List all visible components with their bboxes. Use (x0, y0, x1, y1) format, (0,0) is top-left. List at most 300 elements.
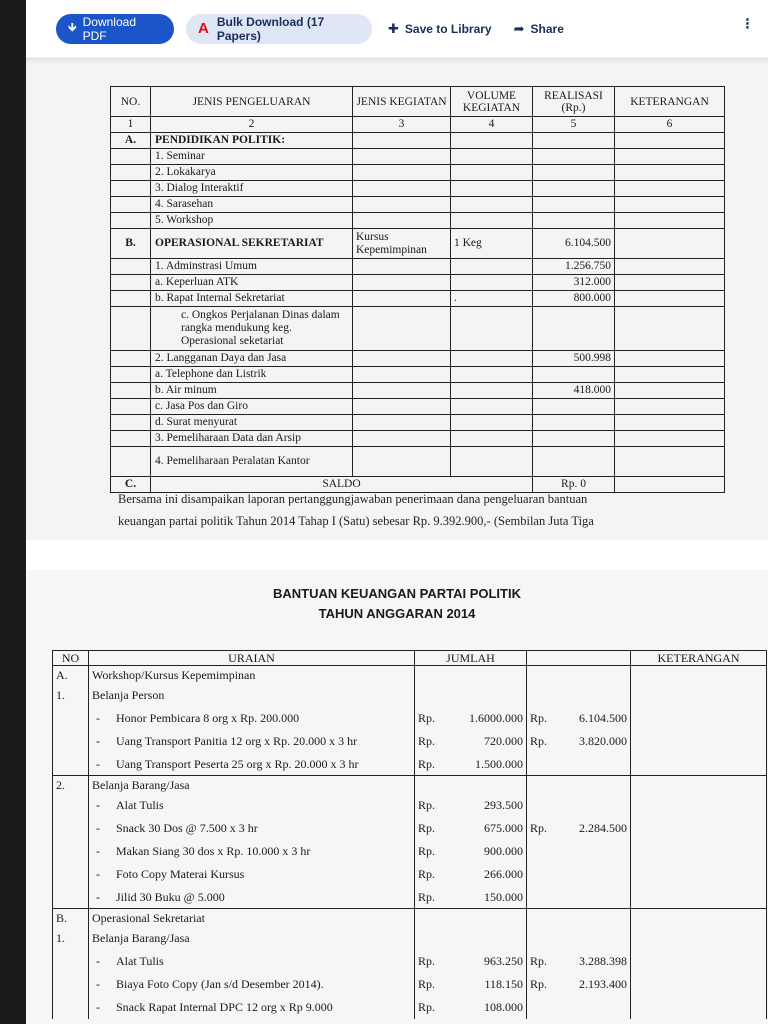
amount-cell (415, 840, 527, 863)
table-row (53, 684, 767, 707)
amount-value: 266.000 (484, 867, 523, 881)
realization-amount: 1.256.750 (533, 259, 615, 275)
total-value: 2.284.500 (579, 821, 627, 835)
row-number (111, 351, 151, 367)
remarks-cell (631, 794, 767, 817)
saldo-label: SALDO (151, 477, 533, 493)
table-row (111, 291, 725, 307)
remarks-cell (615, 229, 725, 259)
item-text: Snack Rapat Internal DPC 12 org x Rp 9.000 (116, 1000, 333, 1014)
expense-item: PENDIDIKAN POLITIK: (151, 133, 353, 149)
item-description (89, 753, 415, 776)
total-cell (527, 666, 631, 684)
total-cell (527, 927, 631, 950)
bullet-dash: - (96, 821, 100, 835)
report-paragraph-line-2: keuangan partai politik Tahun 2014 Tahap I (Satu) sebesar Rp. 9.392.900,- (Sembilan Juta Tiga (118, 514, 594, 528)
realization-amount (533, 399, 615, 415)
table-row (111, 367, 725, 383)
total-cell (527, 840, 631, 863)
realization-amount (533, 367, 615, 383)
amount-value: 675.000 (484, 821, 523, 835)
remarks-cell (631, 950, 767, 973)
total-cell (527, 753, 631, 776)
item-description (89, 794, 415, 817)
row-number (111, 383, 151, 399)
row-number (53, 950, 89, 973)
header-cell: KETERANGAN (631, 651, 767, 666)
realization-amount: 312.000 (533, 275, 615, 291)
item-description (89, 817, 415, 840)
activity-type (353, 197, 451, 213)
row-number (111, 149, 151, 165)
currency-label: Rp. (418, 711, 436, 725)
page-title: BANTUAN KEUANGAN PARTAI POLITIK (273, 586, 521, 601)
currency-label: Rp. (418, 756, 436, 771)
row-number: 1. (53, 684, 89, 707)
bullet-dash: - (96, 734, 100, 748)
activity-volume (451, 383, 533, 399)
bulk-download-button[interactable] (186, 14, 372, 44)
table-row (53, 776, 767, 794)
amount-cell (415, 776, 527, 794)
document-toolbar (0, 0, 768, 58)
activity-type (353, 307, 451, 351)
activity-volume (451, 275, 533, 291)
activity-type (353, 447, 451, 477)
currency-label: Rp. (418, 867, 436, 881)
amount-cell (415, 794, 527, 817)
row-number (111, 307, 151, 351)
download-pdf-label: Download PDF (82, 14, 136, 43)
remarks-cell (631, 707, 767, 730)
header-cell: NO. (111, 87, 151, 117)
remarks-cell (631, 776, 767, 794)
plus-icon: ✚ (388, 20, 399, 36)
row-number (53, 753, 89, 776)
amount-cell (415, 996, 527, 1019)
activity-type (353, 399, 451, 415)
currency-label: Rp. (418, 954, 436, 968)
expense-item: d. Surat menyurat (151, 415, 353, 431)
remarks-cell (615, 165, 725, 181)
activity-volume (451, 367, 533, 383)
row-number: A. (53, 666, 89, 684)
realization-amount (533, 307, 615, 351)
table-row (111, 383, 725, 399)
item-text: Biaya Foto Copy (Jan s/d Desember 2014). (116, 977, 324, 991)
total-cell (527, 730, 631, 753)
table-row (111, 133, 725, 149)
realization-amount: 500.998 (533, 351, 615, 367)
expense-item: 4. Sarasehan (151, 197, 353, 213)
total-value: 6.104.500 (579, 711, 627, 725)
activity-volume (451, 197, 533, 213)
realization-amount (533, 447, 615, 477)
bullet-dash: - (96, 954, 100, 968)
remarks-cell (615, 275, 725, 291)
row-number: 1. (53, 927, 89, 950)
bullet-dash: - (96, 844, 100, 858)
row-number (111, 431, 151, 447)
item-text: Honor Pembicara 8 org x Rp. 200.000 (116, 711, 300, 725)
expense-item: 1. Adminstrasi Umum (151, 259, 353, 275)
table-row (53, 730, 767, 753)
table-row (111, 399, 725, 415)
item-description (89, 886, 415, 909)
currency-label: Rp. (530, 954, 548, 968)
bullet-dash: - (96, 889, 100, 904)
table-row (111, 431, 725, 447)
header-cell: VOLUME KEGIATAN (451, 87, 533, 117)
total-cell (527, 996, 631, 1019)
section-label: Workshop/Kursus Kepemimpinan (89, 666, 415, 684)
item-description (89, 950, 415, 973)
realization-amount (533, 133, 615, 149)
budget-table (52, 650, 767, 1019)
header-cell: JENIS PENGELUARAN (151, 87, 353, 117)
total-cell (527, 817, 631, 840)
activity-volume (451, 415, 533, 431)
scan-edge (26, 58, 768, 64)
table-header-row (111, 87, 725, 117)
currency-label: Rp. (530, 977, 548, 991)
pdf-icon: A (198, 20, 209, 37)
expense-item: c. Ongkos Perjalanan Dinas dalam rangka mendukung keg. Operasional seketariat (151, 307, 353, 351)
currency-label: Rp. (418, 844, 436, 858)
table-row (53, 886, 767, 909)
item-description (89, 730, 415, 753)
activity-type (353, 291, 451, 307)
realization-amount: 418.000 (533, 383, 615, 399)
remarks-cell (631, 973, 767, 996)
row-number (111, 447, 151, 477)
row-number (111, 415, 151, 431)
item-description (89, 863, 415, 886)
remarks-cell (615, 367, 725, 383)
remarks-cell (631, 927, 767, 950)
expense-item: 2. Lokakarya (151, 165, 353, 181)
table-header-row (53, 651, 767, 666)
row-number (111, 213, 151, 229)
row-number: A. (111, 133, 151, 149)
remarks-cell (631, 996, 767, 1019)
row-number: B. (53, 909, 89, 927)
row-number (53, 730, 89, 753)
row-number (53, 886, 89, 909)
expense-item: a. Keperluan ATK (151, 275, 353, 291)
bulk-download-label: Bulk Download (17 Papers) (216, 14, 325, 43)
document-page-1 (26, 58, 768, 540)
remarks-cell (615, 383, 725, 399)
total-cell (527, 776, 631, 794)
bullet-dash: - (96, 977, 100, 991)
row-number (111, 165, 151, 181)
column-number: 6 (615, 117, 725, 133)
amount-cell (415, 817, 527, 840)
column-number: 5 (533, 117, 615, 133)
remarks-cell (615, 307, 725, 351)
viewer-left-gutter (0, 540, 26, 570)
activity-type (353, 181, 451, 197)
header-cell: REALISASI (Rp.) (533, 87, 615, 117)
expense-item: b. Air minum (151, 383, 353, 399)
page-gap (0, 540, 768, 570)
download-pdf-button[interactable] (56, 14, 174, 44)
section-label: Belanja Person (89, 684, 415, 707)
activity-volume (451, 259, 533, 275)
remarks-cell (631, 684, 767, 707)
amount-cell (415, 927, 527, 950)
activity-volume: . (451, 291, 533, 307)
remarks-cell (615, 149, 725, 165)
row-number (111, 197, 151, 213)
realization-amount: 800.000 (533, 291, 615, 307)
row-number (53, 817, 89, 840)
row-number (111, 367, 151, 383)
activity-type (353, 165, 451, 181)
item-description (89, 840, 415, 863)
activity-type (353, 149, 451, 165)
table-row (111, 351, 725, 367)
currency-label: Rp. (530, 734, 548, 748)
item-text: Snack 30 Dos @ 7.500 x 3 hr (116, 821, 258, 835)
row-number (111, 181, 151, 197)
column-number: 3 (353, 117, 451, 133)
currency-label: Rp. (530, 711, 548, 725)
activity-volume: 1 Keg (451, 229, 533, 259)
expense-item: 3. Pemeliharaan Data dan Arsip (151, 431, 353, 447)
amount-cell (415, 707, 527, 730)
amount-value: 118.150 (484, 977, 523, 991)
remarks-cell (615, 291, 725, 307)
remarks-cell (615, 213, 725, 229)
amount-cell (415, 973, 527, 996)
table-row (111, 415, 725, 431)
expense-item: b. Rapat Internal Sekretariat (151, 291, 353, 307)
table-row (53, 950, 767, 973)
activity-volume (451, 181, 533, 197)
table-row (53, 817, 767, 840)
activity-volume (451, 165, 533, 181)
row-number (53, 973, 89, 996)
realization-amount (533, 213, 615, 229)
item-description (89, 996, 415, 1019)
activity-volume (451, 213, 533, 229)
header-cell: JENIS KEGIATAN (353, 87, 451, 117)
total-value: 3.288.398 (579, 954, 627, 968)
table-row (53, 840, 767, 863)
item-text: Alat Tulis (116, 798, 164, 812)
activity-type (353, 431, 451, 447)
saldo-number: C. (111, 477, 151, 493)
item-text: Foto Copy Materai Kursus (116, 867, 245, 881)
realization-amount: 6.104.500 (533, 229, 615, 259)
table-row (53, 794, 767, 817)
remarks-cell (631, 840, 767, 863)
activity-type (353, 213, 451, 229)
bullet-dash: - (96, 711, 100, 725)
realization-amount (533, 181, 615, 197)
item-text: Uang Transport Peserta 25 org x Rp. 20.000 x 3 hr (116, 756, 359, 771)
activity-type (353, 275, 451, 291)
section-label: Operasional Sekretariat (89, 909, 415, 927)
realization-amount (533, 415, 615, 431)
currency-label: Rp. (418, 798, 436, 812)
activity-volume (451, 447, 533, 477)
amount-value: 1.6000.000 (469, 711, 523, 725)
column-number-row (111, 117, 725, 133)
remarks-cell (615, 415, 725, 431)
amount-cell (415, 753, 527, 776)
activity-type: Kursus Kepemimpinan (353, 229, 451, 259)
item-text: Alat Tulis (116, 954, 164, 968)
activity-type (353, 133, 451, 149)
remarks-cell (631, 909, 767, 927)
column-number: 4 (451, 117, 533, 133)
total-cell (527, 909, 631, 927)
row-number (111, 275, 151, 291)
share-button[interactable] (508, 14, 570, 44)
bullet-dash: - (96, 756, 100, 771)
remarks-cell (631, 730, 767, 753)
amount-value: 108.000 (484, 1000, 523, 1014)
share-label: Share (530, 21, 564, 36)
realization-amount (533, 165, 615, 181)
remarks-cell (615, 447, 725, 477)
row-number (53, 996, 89, 1019)
item-text: Jilid 30 Buku @ 5.000 (116, 889, 225, 904)
currency-label: Rp. (418, 821, 436, 835)
amount-cell (415, 909, 527, 927)
amount-value: 720.000 (484, 734, 523, 748)
total-cell (527, 707, 631, 730)
section-label: Belanja Barang/Jasa (89, 776, 415, 794)
bullet-dash: - (96, 1000, 100, 1014)
row-number (53, 794, 89, 817)
realization-amount (533, 149, 615, 165)
amount-value: 1.500.000 (475, 756, 523, 771)
table-row (53, 707, 767, 730)
row-number (53, 863, 89, 886)
amount-cell (415, 950, 527, 973)
table-row (53, 666, 767, 684)
activity-type (353, 415, 451, 431)
activity-volume (451, 431, 533, 447)
total-cell (527, 973, 631, 996)
expense-item: a. Telephone dan Listrik (151, 367, 353, 383)
table-row (111, 275, 725, 291)
row-number (111, 291, 151, 307)
header-cell: NO (53, 651, 89, 666)
table-row (53, 863, 767, 886)
save-to-library-button[interactable] (382, 14, 498, 44)
item-text: Uang Transport Panitia 12 org x Rp. 20.000 x 3 hr (116, 734, 358, 748)
bullet-dash: - (96, 798, 100, 812)
column-number: 2 (151, 117, 353, 133)
viewer-left-gutter (0, 0, 26, 1024)
remarks-cell (631, 886, 767, 909)
amount-value: 900.000 (484, 844, 523, 858)
amount-cell (415, 886, 527, 909)
remarks-cell (615, 133, 725, 149)
header-cell: URAIAN (89, 651, 415, 666)
table-row (53, 927, 767, 950)
total-value: 2.193.400 (579, 977, 627, 991)
header-cell: KETERANGAN (615, 87, 725, 117)
bullet-dash: - (96, 867, 100, 881)
activity-volume (451, 133, 533, 149)
amount-cell (415, 863, 527, 886)
activity-type (353, 259, 451, 275)
total-cell (527, 950, 631, 973)
expense-item: 5. Workshop (151, 213, 353, 229)
header-cell: JUMLAH (415, 651, 527, 666)
amount-cell (415, 684, 527, 707)
total-cell (527, 863, 631, 886)
currency-label: Rp. (418, 889, 436, 904)
amount-cell (415, 666, 527, 684)
table-row (111, 229, 725, 259)
realization-amount (533, 431, 615, 447)
remarks-cell (615, 399, 725, 415)
table-row (53, 909, 767, 927)
item-description (89, 707, 415, 730)
remarks-cell (615, 259, 725, 275)
header-cell (527, 651, 631, 666)
remarks-cell (631, 666, 767, 684)
row-number (111, 399, 151, 415)
section-label: Belanja Barang/Jasa (89, 927, 415, 950)
table-row (111, 213, 725, 229)
save-to-library-label: Save to Library (404, 21, 492, 36)
row-number (53, 707, 89, 730)
column-number: 1 (111, 117, 151, 133)
expense-item: c. Jasa Pos dan Giro (151, 399, 353, 415)
activity-volume (451, 351, 533, 367)
row-number: B. (111, 229, 151, 259)
currency-label: Rp. (530, 821, 548, 835)
amount-value: 150.000 (484, 889, 523, 904)
item-text: Makan Siang 30 dos x Rp. 10.000 x 3 hr (116, 844, 311, 858)
expense-item: 2. Langganan Daya dan Jasa (151, 351, 353, 367)
remarks-cell (631, 753, 767, 776)
total-value: 3.820.000 (579, 734, 627, 748)
activity-volume (451, 307, 533, 351)
share-arrow-icon: ➦ (513, 20, 525, 36)
table-row (111, 149, 725, 165)
activity-type (353, 351, 451, 367)
download-arrow-icon: 🡻 (68, 20, 77, 34)
activity-volume (451, 399, 533, 415)
table-row (111, 181, 725, 197)
expense-report-table (110, 86, 725, 493)
currency-label: Rp. (418, 1000, 436, 1014)
table-row (53, 973, 767, 996)
more-options-button[interactable]: ⁝ (744, 16, 750, 33)
report-paragraph-line-1: Bersama ini disampaikan laporan pertanggungjawaban penerimaan dana pengeluaran bantuan (118, 492, 588, 506)
activity-type (353, 367, 451, 383)
remarks-cell (615, 351, 725, 367)
amount-cell (415, 730, 527, 753)
realization-amount (533, 197, 615, 213)
currency-label: Rp. (418, 734, 436, 748)
remarks-cell (615, 431, 725, 447)
currency-label: Rp. (418, 977, 436, 991)
activity-volume (451, 149, 533, 165)
table-row (111, 447, 725, 477)
table-row (53, 753, 767, 776)
page-subtitle: TAHUN ANGGARAN 2014 (318, 606, 476, 621)
